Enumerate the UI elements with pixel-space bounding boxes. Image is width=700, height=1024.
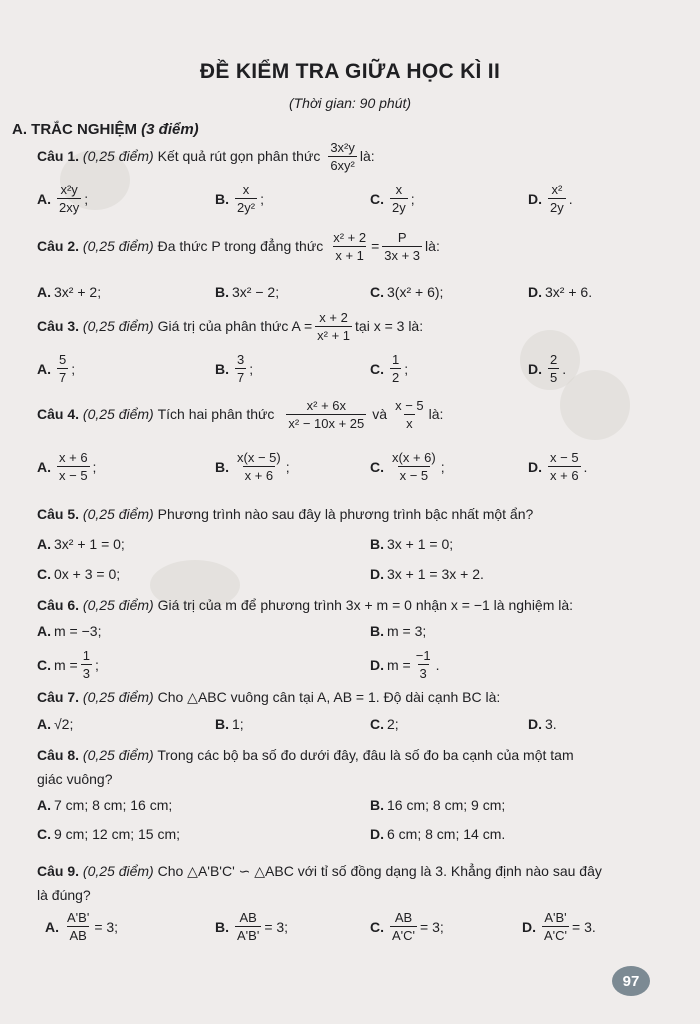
option-key: D. bbox=[370, 826, 384, 842]
question-points: (0,25 điểm) bbox=[82, 747, 154, 763]
option-c[interactable] bbox=[370, 352, 408, 385]
fraction-denominator: 2xy bbox=[59, 200, 80, 215]
option-key: D. bbox=[528, 284, 542, 300]
option-c[interactable] bbox=[370, 284, 443, 300]
fraction bbox=[390, 450, 438, 483]
question-label: Câu 8. bbox=[37, 747, 80, 763]
option-value: 6 cm; 8 cm; 14 cm. bbox=[387, 826, 506, 842]
option-key: A. bbox=[37, 536, 51, 552]
option-d[interactable] bbox=[370, 826, 505, 842]
fraction bbox=[390, 182, 408, 215]
question-text: Giá trị của phân thức A = bbox=[157, 318, 313, 334]
option-key: C. bbox=[37, 826, 51, 842]
fraction bbox=[331, 230, 368, 263]
question-8 bbox=[37, 743, 574, 791]
option-key: B. bbox=[370, 536, 384, 552]
question-3 bbox=[37, 310, 423, 343]
option-d[interactable] bbox=[522, 910, 596, 943]
question-text-continued: là đúng? bbox=[37, 887, 91, 903]
fraction bbox=[235, 450, 283, 483]
fraction-numerator: x + 6 bbox=[59, 450, 88, 465]
fraction-denominator: A'C' bbox=[392, 928, 416, 943]
option-key: B. bbox=[215, 918, 229, 935]
fraction-numerator: x² bbox=[551, 182, 563, 197]
option-key: C. bbox=[370, 360, 384, 377]
option-key: A. bbox=[37, 190, 51, 207]
equals-sign: = bbox=[371, 238, 380, 254]
option-b[interactable] bbox=[215, 450, 290, 483]
option-key: B. bbox=[370, 797, 384, 813]
question-tail: là: bbox=[428, 406, 444, 422]
option-b[interactable] bbox=[370, 623, 426, 639]
option-suffix: ; bbox=[440, 458, 445, 475]
question-text: Giá trị của m để phương trình 3x + m = 0 nhận x = −1 là nghiệm là: bbox=[157, 597, 574, 613]
section-points: (3 điểm) bbox=[141, 121, 199, 138]
fraction-numerator: x bbox=[242, 182, 250, 197]
question-tail: tại x = 3 là: bbox=[355, 318, 424, 334]
fraction-numerator: x(x − 5) bbox=[237, 450, 281, 465]
option-suffix: ; bbox=[71, 360, 76, 377]
fraction-numerator: AB bbox=[394, 910, 413, 925]
option-value: 3x + 1 = 3x + 2. bbox=[387, 566, 484, 582]
option-b[interactable] bbox=[215, 716, 244, 732]
option-key: B. bbox=[370, 623, 384, 639]
section-heading bbox=[12, 121, 199, 138]
option-key: A. bbox=[37, 458, 51, 475]
fraction-denominator: 3 bbox=[82, 666, 90, 681]
fraction-numerator: 3x²y bbox=[330, 140, 355, 155]
option-value: 16 cm; 8 cm; 9 cm; bbox=[387, 797, 506, 813]
option-suffix: ; bbox=[260, 190, 264, 207]
option-d[interactable] bbox=[528, 182, 573, 215]
fraction bbox=[328, 140, 357, 173]
fraction bbox=[548, 450, 581, 483]
question-text: Đa thức P trong đẳng thức bbox=[157, 238, 324, 254]
section-label: A. TRẮC NGHIỆM bbox=[12, 121, 137, 138]
question-label: Câu 9. bbox=[37, 863, 80, 879]
fraction-numerator: x − 5 bbox=[395, 398, 424, 413]
question-label: Câu 6. bbox=[37, 597, 80, 613]
fraction bbox=[315, 310, 352, 343]
option-prefix: m = bbox=[387, 656, 411, 673]
fraction bbox=[542, 910, 569, 943]
fraction-numerator: A'B' bbox=[544, 910, 567, 925]
option-key: D. bbox=[528, 716, 542, 732]
option-b[interactable] bbox=[370, 797, 505, 813]
fraction-numerator: x² + 2 bbox=[333, 230, 367, 245]
fraction bbox=[81, 648, 92, 681]
fraction-denominator: x + 1 bbox=[335, 248, 364, 263]
question-points: (0,25 điểm) bbox=[82, 318, 154, 334]
fraction-denominator: 2y bbox=[550, 200, 564, 215]
fraction-denominator: 2 bbox=[392, 370, 400, 385]
option-value: 9 cm; 12 cm; 15 cm; bbox=[54, 826, 181, 842]
option-value: 0x + 3 = 0; bbox=[54, 566, 121, 582]
option-value: m = 3; bbox=[387, 623, 427, 639]
page-title: ĐỀ KIỂM TRA GIỮA HỌC KÌ II bbox=[199, 60, 501, 83]
fraction-numerator: 3 bbox=[237, 352, 245, 367]
option-key: D. bbox=[528, 190, 542, 207]
fraction-denominator: 2y bbox=[392, 200, 406, 215]
page-number: 97 bbox=[612, 966, 650, 996]
option-suffix: = 3; bbox=[94, 918, 119, 935]
fraction-denominator: 3 bbox=[419, 666, 427, 681]
option-a[interactable] bbox=[37, 536, 125, 552]
question-label: Câu 1. bbox=[37, 148, 80, 164]
fraction-denominator: 6xy² bbox=[330, 158, 355, 173]
option-d[interactable] bbox=[528, 716, 557, 732]
fraction-numerator: x²y bbox=[60, 182, 78, 197]
option-a[interactable] bbox=[37, 797, 172, 813]
fraction-denominator: A'C' bbox=[544, 928, 568, 943]
fraction-numerator: x(x + 6) bbox=[392, 450, 436, 465]
fraction bbox=[382, 230, 422, 263]
option-c[interactable] bbox=[370, 182, 415, 215]
fraction-numerator: 2 bbox=[550, 352, 558, 367]
option-key: B. bbox=[215, 284, 229, 300]
option-a[interactable] bbox=[37, 716, 73, 732]
option-b[interactable] bbox=[215, 182, 264, 215]
question-4 bbox=[37, 398, 443, 431]
question-text-continued: giác vuông? bbox=[37, 771, 113, 787]
option-key: A. bbox=[37, 284, 51, 300]
option-value: 3x² − 2; bbox=[232, 284, 280, 300]
option-d[interactable] bbox=[528, 284, 592, 300]
option-value: 1; bbox=[232, 716, 244, 732]
question-points: (0,25 điểm) bbox=[82, 689, 154, 705]
conjunction: và bbox=[372, 406, 388, 422]
option-value: 7 cm; 8 cm; 16 cm; bbox=[54, 797, 173, 813]
fraction bbox=[235, 352, 246, 385]
option-suffix: . bbox=[583, 458, 588, 475]
question-text: Kết quả rút gọn phân thức bbox=[157, 148, 321, 164]
option-suffix: . bbox=[568, 190, 573, 207]
fraction bbox=[414, 648, 433, 681]
option-value: √2; bbox=[54, 716, 74, 732]
question-9 bbox=[37, 859, 602, 907]
option-b[interactable] bbox=[215, 352, 253, 385]
fraction-numerator: A'B' bbox=[67, 910, 90, 925]
fraction bbox=[548, 182, 566, 215]
option-key: C. bbox=[370, 918, 384, 935]
option-key: C. bbox=[370, 716, 384, 732]
fraction-denominator: x − 5 bbox=[399, 468, 429, 483]
fraction-denominator: 3x + 3 bbox=[384, 248, 421, 263]
fraction bbox=[235, 910, 261, 943]
fraction-denominator: 2y² bbox=[237, 200, 256, 215]
question-label: Câu 5. bbox=[37, 506, 80, 522]
fraction bbox=[235, 182, 257, 215]
option-a[interactable] bbox=[37, 352, 75, 385]
option-c[interactable] bbox=[370, 716, 399, 732]
question-points: (0,25 điểm) bbox=[82, 506, 154, 522]
option-suffix: = 3; bbox=[264, 918, 289, 935]
question-5 bbox=[37, 505, 533, 524]
option-suffix: ; bbox=[94, 656, 99, 673]
option-key: D. bbox=[522, 918, 536, 935]
question-6 bbox=[37, 596, 573, 615]
fraction bbox=[390, 910, 417, 943]
question-tail: là: bbox=[359, 148, 375, 164]
option-key: D. bbox=[370, 566, 384, 582]
question-label: Câu 4. bbox=[37, 406, 80, 422]
option-d[interactable] bbox=[528, 450, 587, 483]
fraction-denominator: 7 bbox=[59, 370, 67, 385]
option-b[interactable] bbox=[215, 910, 288, 943]
question-points: (0,25 điểm) bbox=[82, 406, 154, 422]
option-key: D. bbox=[370, 656, 384, 673]
fraction-numerator: 1 bbox=[82, 648, 90, 663]
question-7 bbox=[37, 688, 500, 707]
question-tail: là: bbox=[425, 238, 440, 254]
question-points: (0,25 điểm) bbox=[82, 863, 154, 879]
question-text: Tích hai phân thức bbox=[157, 406, 275, 422]
option-value: 3. bbox=[545, 716, 557, 732]
fraction-numerator: P bbox=[397, 230, 407, 245]
option-suffix: = 3. bbox=[572, 918, 596, 935]
fraction bbox=[57, 352, 68, 385]
option-value: 3x + 1 = 0; bbox=[387, 536, 454, 552]
option-key: B. bbox=[215, 716, 229, 732]
option-b[interactable] bbox=[370, 536, 453, 552]
option-key: D. bbox=[528, 360, 542, 377]
fraction-numerator: x − 5 bbox=[550, 450, 579, 465]
option-suffix: ; bbox=[404, 360, 409, 377]
fraction-numerator: x bbox=[395, 182, 403, 197]
option-d[interactable] bbox=[528, 352, 566, 385]
fraction bbox=[57, 182, 81, 215]
option-suffix: . bbox=[562, 360, 567, 377]
option-prefix: m = bbox=[54, 656, 78, 673]
fraction bbox=[286, 398, 366, 431]
fraction-denominator: x bbox=[406, 416, 413, 431]
fraction-denominator: x − 5 bbox=[59, 468, 88, 483]
option-key: C. bbox=[370, 458, 384, 475]
option-c[interactable] bbox=[37, 648, 99, 681]
option-key: C. bbox=[370, 284, 384, 300]
option-key: C. bbox=[37, 566, 51, 582]
fraction bbox=[548, 352, 559, 385]
option-d[interactable] bbox=[370, 566, 484, 582]
option-d[interactable] bbox=[370, 648, 439, 681]
fraction bbox=[390, 352, 401, 385]
option-c[interactable] bbox=[37, 826, 180, 842]
option-key: C. bbox=[37, 656, 51, 673]
option-c[interactable] bbox=[37, 566, 120, 582]
fraction-numerator: x² + 6x bbox=[306, 398, 347, 413]
option-value: 3x² + 2; bbox=[54, 284, 102, 300]
option-a[interactable] bbox=[37, 450, 96, 483]
option-key: A. bbox=[37, 716, 51, 732]
question-2 bbox=[37, 230, 440, 263]
option-suffix: ; bbox=[84, 190, 89, 207]
option-value: 3x² + 1 = 0; bbox=[54, 536, 125, 552]
fraction-denominator: AB bbox=[69, 928, 87, 943]
question-points: (0,25 điểm) bbox=[82, 148, 154, 164]
question-label: Câu 7. bbox=[37, 689, 80, 705]
option-b[interactable] bbox=[215, 284, 279, 300]
option-key: D. bbox=[528, 458, 542, 475]
question-label: Câu 2. bbox=[37, 238, 80, 254]
option-key: B. bbox=[215, 360, 229, 377]
question-text: Phương trình nào sau đây là phương trình bậc nhất một ẩn? bbox=[157, 506, 534, 522]
fraction-denominator: x² − 10x + 25 bbox=[288, 416, 365, 431]
option-suffix: = 3; bbox=[420, 918, 444, 935]
question-1 bbox=[37, 140, 375, 173]
option-suffix: ; bbox=[285, 458, 290, 475]
option-key: A. bbox=[37, 797, 51, 813]
fraction-denominator: x + 6 bbox=[244, 468, 274, 483]
option-a[interactable] bbox=[45, 910, 118, 943]
fraction-denominator: x + 6 bbox=[550, 468, 579, 483]
fraction-numerator: AB bbox=[239, 910, 257, 925]
question-points: (0,25 điểm) bbox=[82, 238, 154, 254]
option-key: A. bbox=[37, 623, 51, 639]
option-a[interactable] bbox=[37, 182, 88, 215]
fraction-denominator: 7 bbox=[237, 370, 245, 385]
option-suffix: . bbox=[435, 656, 440, 673]
option-key: A. bbox=[37, 360, 51, 377]
question-text: Cho △ABC vuông cân tại A, AB = 1. Độ dài cạnh BC là: bbox=[157, 689, 501, 705]
question-text: Trong các bộ ba số đo dưới đây, đâu là số đo ba cạnh của một tam bbox=[157, 747, 574, 763]
question-text: Cho △A'B'C' ∽ △ABC với tỉ số đồng dạng là 3. Khẳng định nào sau đây bbox=[157, 863, 602, 879]
fraction-numerator: 5 bbox=[59, 352, 67, 367]
fraction bbox=[57, 450, 90, 483]
fraction bbox=[393, 398, 426, 431]
background-decoration bbox=[560, 370, 630, 440]
fraction-denominator: 5 bbox=[550, 370, 558, 385]
option-c[interactable] bbox=[370, 450, 445, 483]
option-value: 2; bbox=[387, 716, 399, 732]
option-a[interactable] bbox=[37, 284, 101, 300]
option-key: B. bbox=[215, 190, 229, 207]
fraction-numerator: 1 bbox=[392, 352, 400, 367]
fraction bbox=[65, 910, 91, 943]
option-a[interactable] bbox=[37, 623, 101, 639]
question-label: Câu 3. bbox=[37, 318, 80, 334]
option-key: C. bbox=[370, 190, 384, 207]
fraction-numerator: −1 bbox=[415, 648, 431, 663]
option-value: m = −3; bbox=[54, 623, 102, 639]
fraction-denominator: x² + 1 bbox=[317, 328, 351, 343]
option-value: 3x² + 6. bbox=[545, 284, 593, 300]
option-suffix: ; bbox=[249, 360, 254, 377]
option-key: B. bbox=[215, 458, 229, 475]
question-points: (0,25 điểm) bbox=[82, 597, 154, 613]
option-suffix: ; bbox=[92, 458, 97, 475]
option-suffix: ; bbox=[410, 190, 415, 207]
option-c[interactable] bbox=[370, 910, 444, 943]
fraction-numerator: x + 2 bbox=[319, 310, 348, 325]
fraction-denominator: A'B' bbox=[237, 928, 260, 943]
page-subtitle: (Thời gian: 90 phút) bbox=[288, 95, 412, 111]
option-value: 3(x² + 6); bbox=[387, 284, 444, 300]
option-key: A. bbox=[45, 918, 59, 935]
